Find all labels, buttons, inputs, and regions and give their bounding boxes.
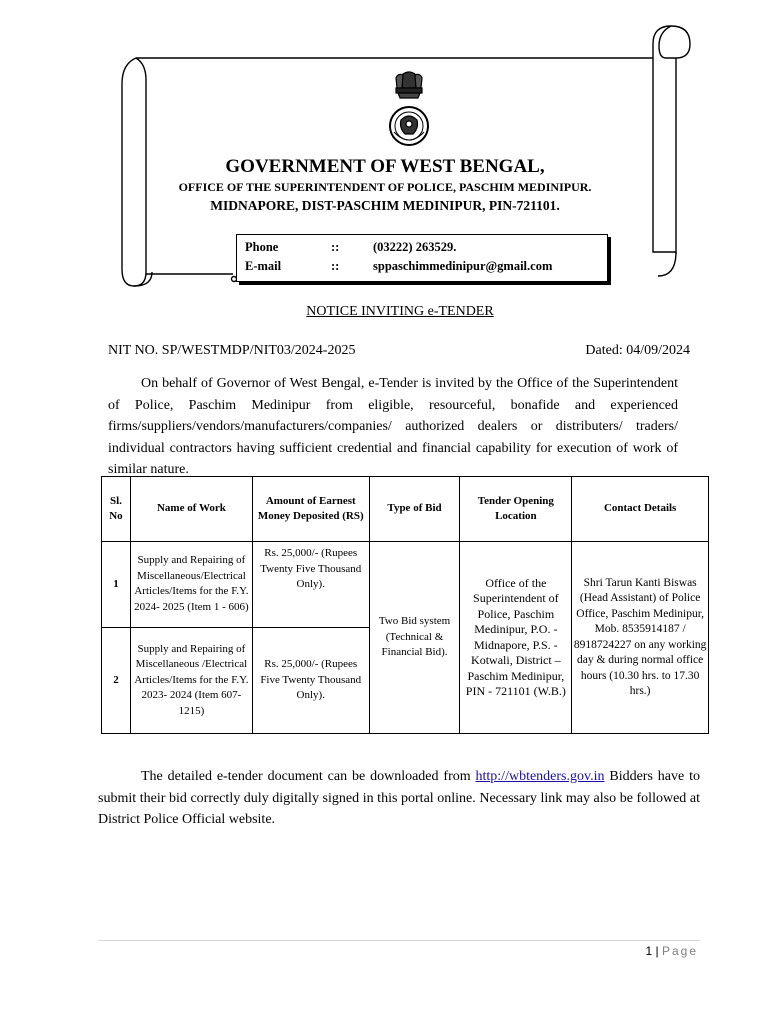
row-sl: 1 xyxy=(102,542,131,628)
row-amount: Rs. 25,000/- (Rupees Five Twenty Thousand Only). xyxy=(252,627,369,733)
header-name-of-work: Name of Work xyxy=(130,477,252,542)
download-text-after: Bidders have to submit their bid correctly duly digitally signed in this portal online. Necessary link may also be followed at District Police Official website. xyxy=(98,769,701,827)
download-text-before: The detailed e-tender document can be downloaded from xyxy=(141,769,476,784)
row-name-of-work: Supply and Repairing of Miscellaneous /Electrical Articles/Items for the F.Y. 2023- 2024 (Item 607- 1215) xyxy=(130,627,252,733)
header-amount: Amount of Earnest Money Deposited (RS) xyxy=(252,477,369,542)
location-cell: Office of the Superintendent of Police, Paschim Medinipur, P.O. - Midnapore, P.S. - Kotwali, District – Paschim Medinipur, PIN - 721101 (W.B.) xyxy=(460,542,572,734)
header-sl-no: Sl. No xyxy=(102,477,131,542)
intro-paragraph: On behalf of Governor of West Bengal, e-Tender is invited by the Office of the Superintendent of Police, Paschim Medinipur from eligible, resourceful, bonafide and experienced firms/suppliers/vendors/manufacturers/companies/ authorized dealers or distributers/ traders/ individual contractors having sufficient credential and financial capability for execution of work of similar nature. xyxy=(108,376,678,477)
office-address: MIDNAPORE, DIST-PASCHIM MEDINIPUR, PIN-721101. xyxy=(210,198,560,213)
row-sl: 2 xyxy=(102,627,131,733)
contact-cell: Shri Tarun Kanti Biswas (Head Assistant) of Police Office, Paschim Medinipur, Mob. 8535914187 / 8918724227 on any working day & during normal office hours (10.30 hrs. to 17.30 hrs.) xyxy=(572,542,709,734)
email-value: sppaschimmedinipur@gmail.com xyxy=(373,259,553,273)
contact-box xyxy=(236,234,608,282)
email-label: E-mail xyxy=(245,259,282,273)
header-location: Tender Opening Location xyxy=(460,477,572,542)
nit-number: NIT NO. SP/WESTMDP/NIT03/2024-2025 xyxy=(108,343,356,358)
page-number-value: 1 xyxy=(645,944,653,958)
state-emblem-icon xyxy=(386,70,432,152)
row-amount: Rs. 25,000/- (Rupees Twenty Five Thousand Only). xyxy=(252,542,369,628)
phone-separator: :: xyxy=(331,240,340,254)
page-separator: | xyxy=(655,944,659,958)
notice-date: Dated: 04/09/2024 xyxy=(585,343,690,358)
phone-value: (03222) 263529. xyxy=(373,240,457,254)
wbtenders-link[interactable]: http://wbtenders.gov.in xyxy=(475,769,605,784)
header-contact: Contact Details xyxy=(572,477,709,542)
notice-heading: NOTICE INVITING e-TENDER xyxy=(306,304,494,319)
row-name-of-work: Supply and Repairing of Miscellaneous/Electrical Articles/Items for the F.Y. 2024- 2025 (Item 1 - 606) xyxy=(130,542,252,628)
phone-label: Phone xyxy=(245,240,279,254)
email-separator: :: xyxy=(331,259,340,273)
page-number xyxy=(645,944,698,958)
government-title: GOVERNMENT OF WEST BENGAL, xyxy=(225,156,545,177)
footer-divider xyxy=(98,940,700,941)
download-paragraph xyxy=(98,766,700,831)
page-label: Page xyxy=(661,944,698,958)
table-header-row xyxy=(102,477,709,542)
bid-type-cell: Two Bid system (Technical & Financial Bid). xyxy=(369,542,460,734)
tender-table xyxy=(101,476,709,734)
office-name: OFFICE OF THE SUPERINTENDENT OF POLICE, PASCHIM MEDINIPUR. xyxy=(178,180,592,194)
header-bid-type: Type of Bid xyxy=(369,477,460,542)
table-row xyxy=(102,542,709,628)
